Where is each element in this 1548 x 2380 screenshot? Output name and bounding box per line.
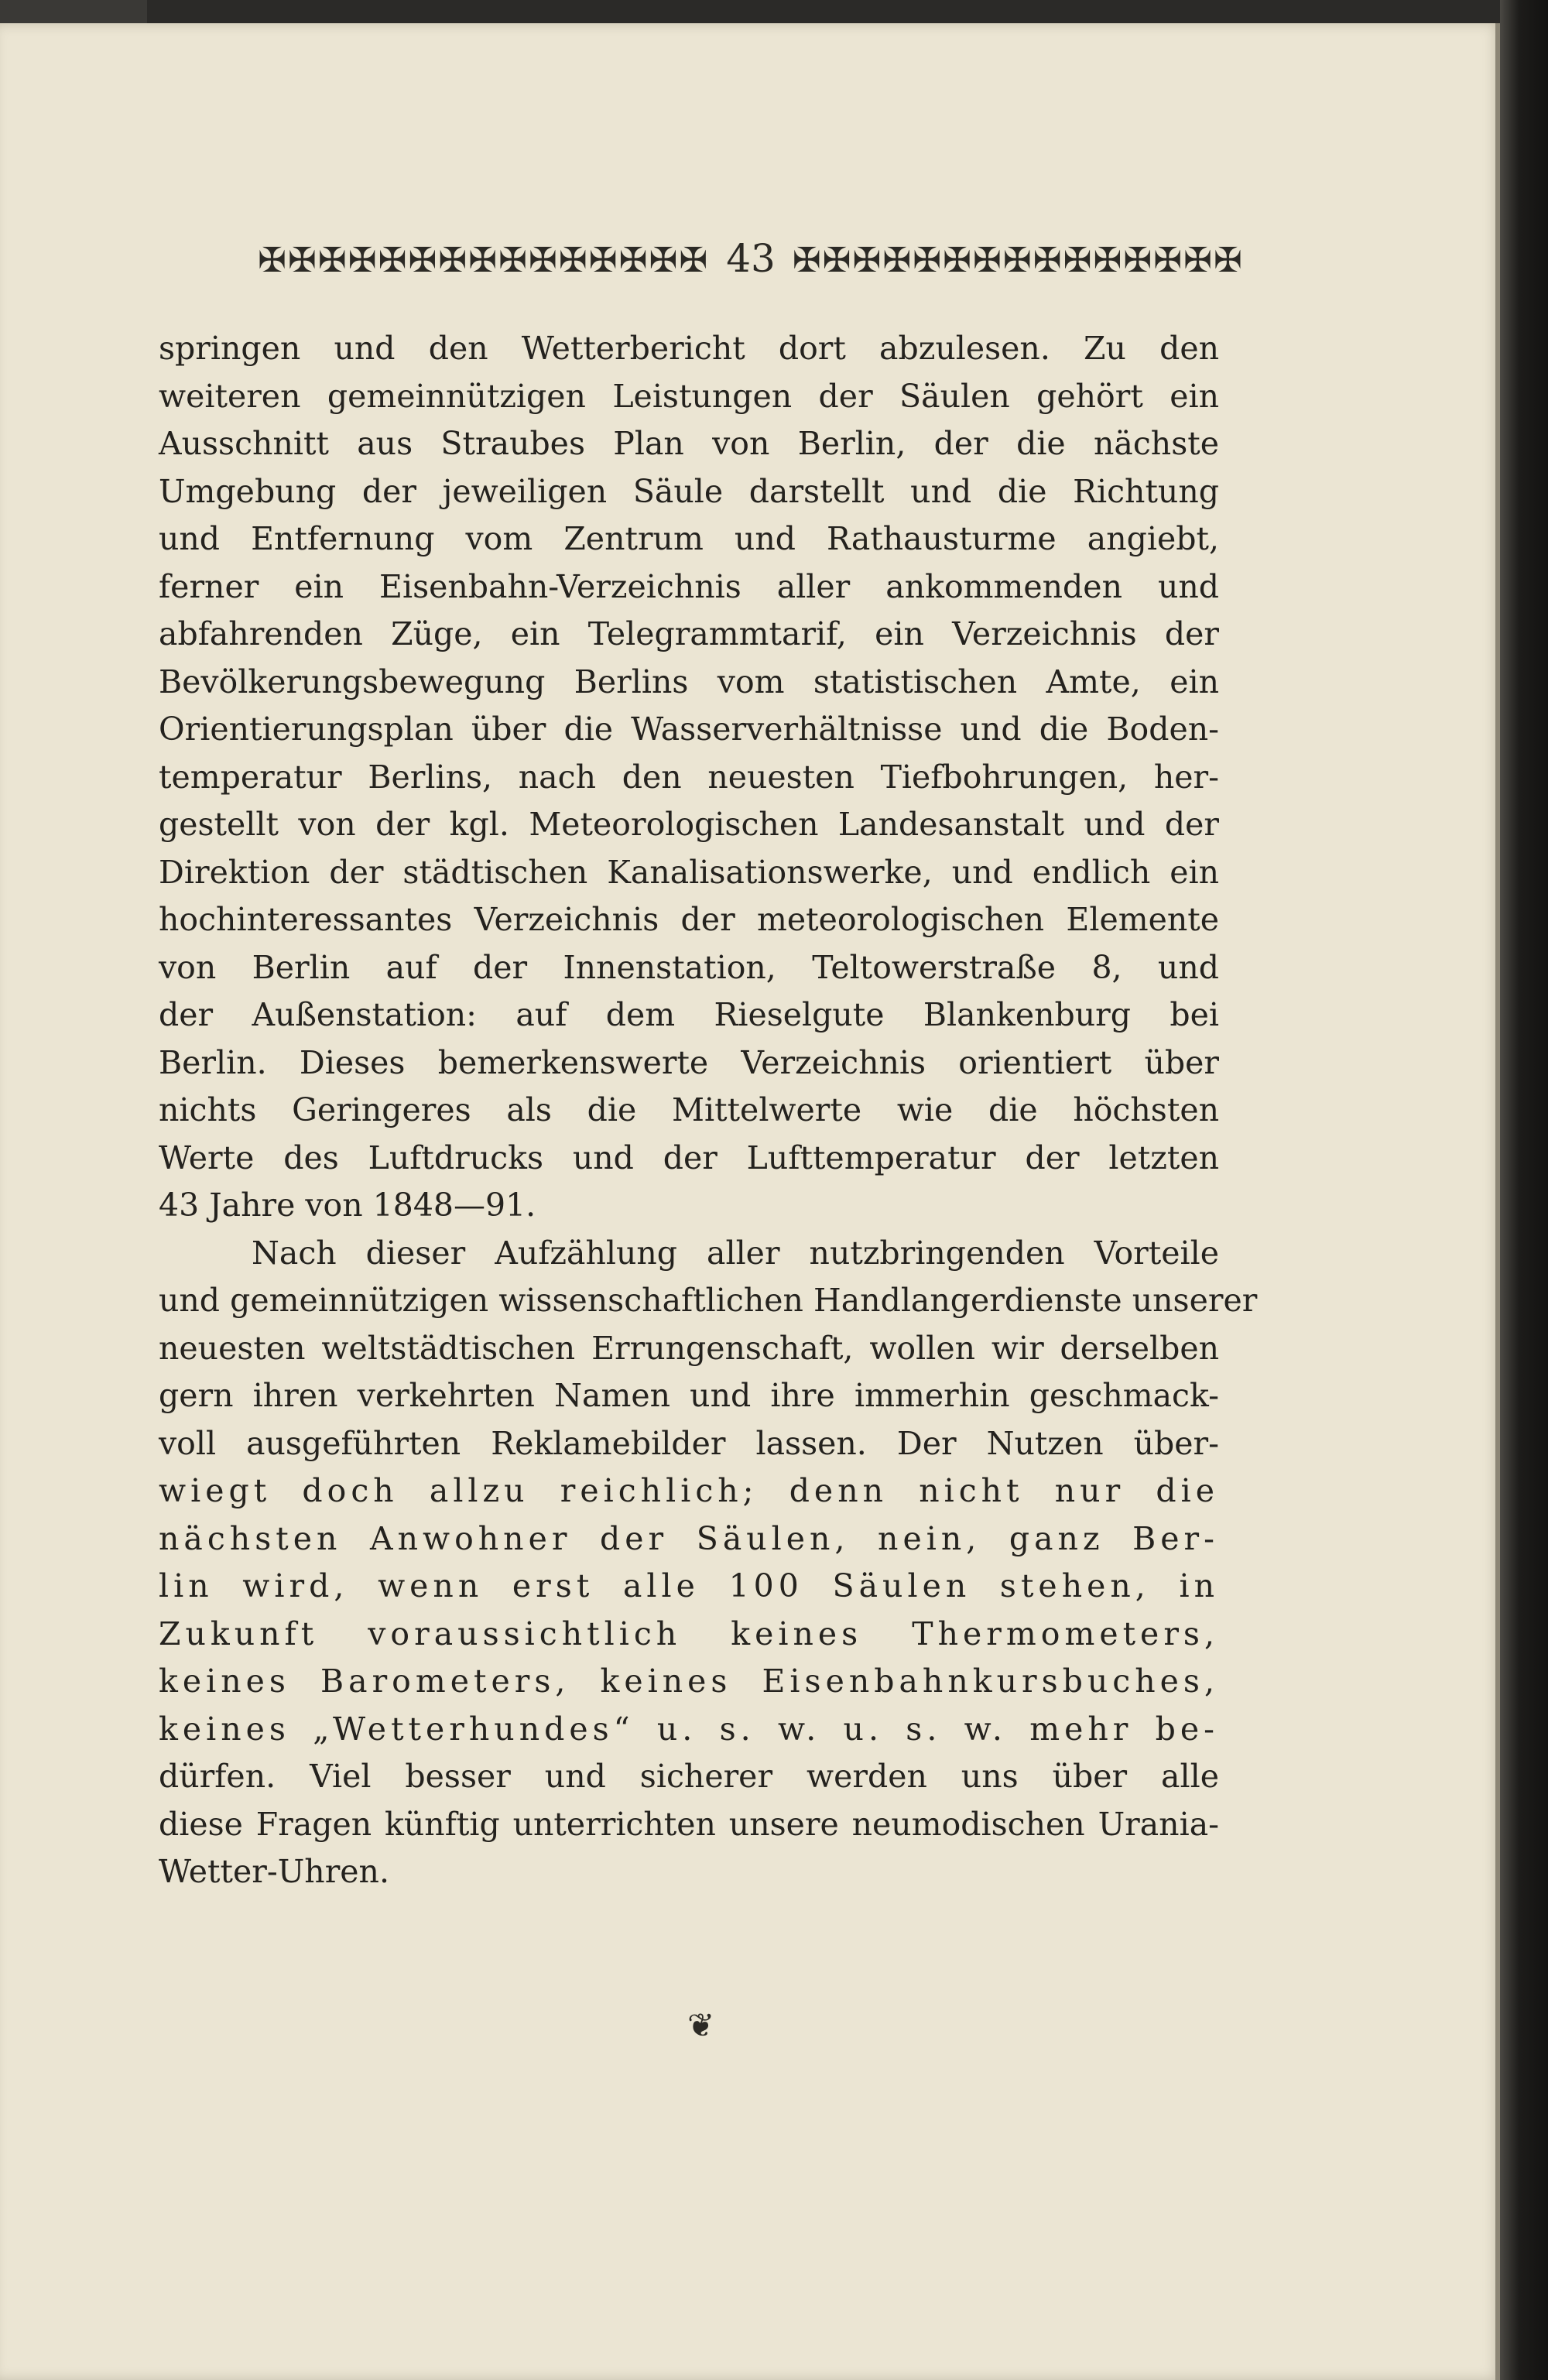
text-line: neuesten weltstädtischen Errungenschaft, wollen wir derselben — [159, 1329, 1219, 1367]
text-line: 43 Jahre von 1848—91. — [159, 1187, 536, 1224]
text-line: voll ausgeführten Reklamebilder lassen. Der Nutzen über- — [159, 1424, 1219, 1462]
text-line: der Außenstation: auf dem Rieselgute Blankenburg bei — [159, 996, 1219, 1033]
ornament-right: ✠✠✠✠✠✠✠✠✠✠✠✠✠✠✠ — [792, 241, 1244, 280]
text-line-spaced: keines Barometers, keines Eisenbahnkursbuches, — [159, 1663, 1219, 1700]
text-line: abfahrenden Züge, ein Telegrammtarif, ein Verzeichnis der — [159, 615, 1219, 652]
text-line: weiteren gemeinnützigen Leistungen der Säulen gehört ein — [159, 377, 1219, 415]
text-line: ferner ein Eisenbahn-Verzeichnis aller ankommenden und — [159, 567, 1219, 605]
text-line: und gemeinnützigen wissenschaftlichen Handlangerdienste unserer — [159, 1282, 1258, 1319]
text-line: Ausschnitt aus Straubes Plan von Berlin, der die nächste — [159, 425, 1219, 462]
fleuron-icon: ❦ — [687, 2006, 715, 2044]
text-line-spaced: keines „Wetterhundes“ u. s. w. u. s. w. mehr be- — [159, 1710, 1219, 1748]
text-line: Berlin. Dieses bemerkenswerte Verzeichnis orientiert über — [159, 1043, 1219, 1081]
text-line-spaced: wiegt doch allzu reichlich; denn nicht nur die — [159, 1472, 1219, 1509]
page-number: 43 — [726, 236, 776, 281]
text-line-spaced: nächsten Anwohner der Säulen, nein, ganz Ber- — [159, 1519, 1219, 1557]
text-line: dürfen. Viel besser und sicherer werden uns über alle — [159, 1758, 1219, 1795]
paragraph-start-line: Nach dieser Aufzählung aller nutzbringenden Vorteile — [252, 1234, 1219, 1272]
text-line: gestellt von der kgl. Meteorologischen Landesanstalt und der — [159, 806, 1219, 843]
text-line: Orientierungsplan über die Wasserverhältnisse und die Boden- — [159, 711, 1219, 748]
text-line: springen und den Wetterbericht dort abzulesen. Zu den — [159, 330, 1219, 367]
text-line: von Berlin auf der Innenstation, Teltowerstraße 8, und — [159, 948, 1219, 986]
book-page — [0, 23, 1502, 2380]
ornament-left: ✠✠✠✠✠✠✠✠✠✠✠✠✠✠✠ — [258, 241, 710, 280]
text-line: Wetter-Uhren. — [159, 1853, 389, 1890]
page-header — [0, 236, 1502, 281]
body-text — [159, 325, 1258, 1896]
text-line-spaced: lin wird, wenn erst alle 100 Säulen stehen, in — [159, 1567, 1219, 1604]
book-binding — [1500, 0, 1548, 2380]
text-line-spaced: Zukunft voraussichtlich keines Thermometers, — [159, 1615, 1219, 1652]
text-line: Direktion der städtischen Kanalisationswerke, und endlich ein — [159, 853, 1219, 891]
text-line: nichts Geringeres als die Mittelwerte wie die höchsten — [159, 1091, 1219, 1128]
text-line: Werte des Luftdrucks und der Lufttemperatur der letzten — [159, 1139, 1219, 1176]
text-line: hochinteressantes Verzeichnis der meteorologischen Elemente — [159, 901, 1219, 938]
text-line: Umgebung der jeweiligen Säule darstellt und die Richtung — [159, 472, 1219, 510]
text-line: gern ihren verkehrten Namen und ihre immerhin geschmack- — [159, 1377, 1219, 1414]
text-line: diese Fragen künftig unterrichten unsere neumodischen Urania- — [159, 1805, 1219, 1843]
text-line: und Entfernung vom Zentrum und Rathausturme angiebt, — [159, 520, 1219, 557]
text-line: temperatur Berlins, nach den neuesten Tiefbohrungen, her- — [159, 758, 1219, 796]
text-line: Bevölkerungsbewegung Berlins vom statistischen Amte, ein — [159, 663, 1219, 700]
